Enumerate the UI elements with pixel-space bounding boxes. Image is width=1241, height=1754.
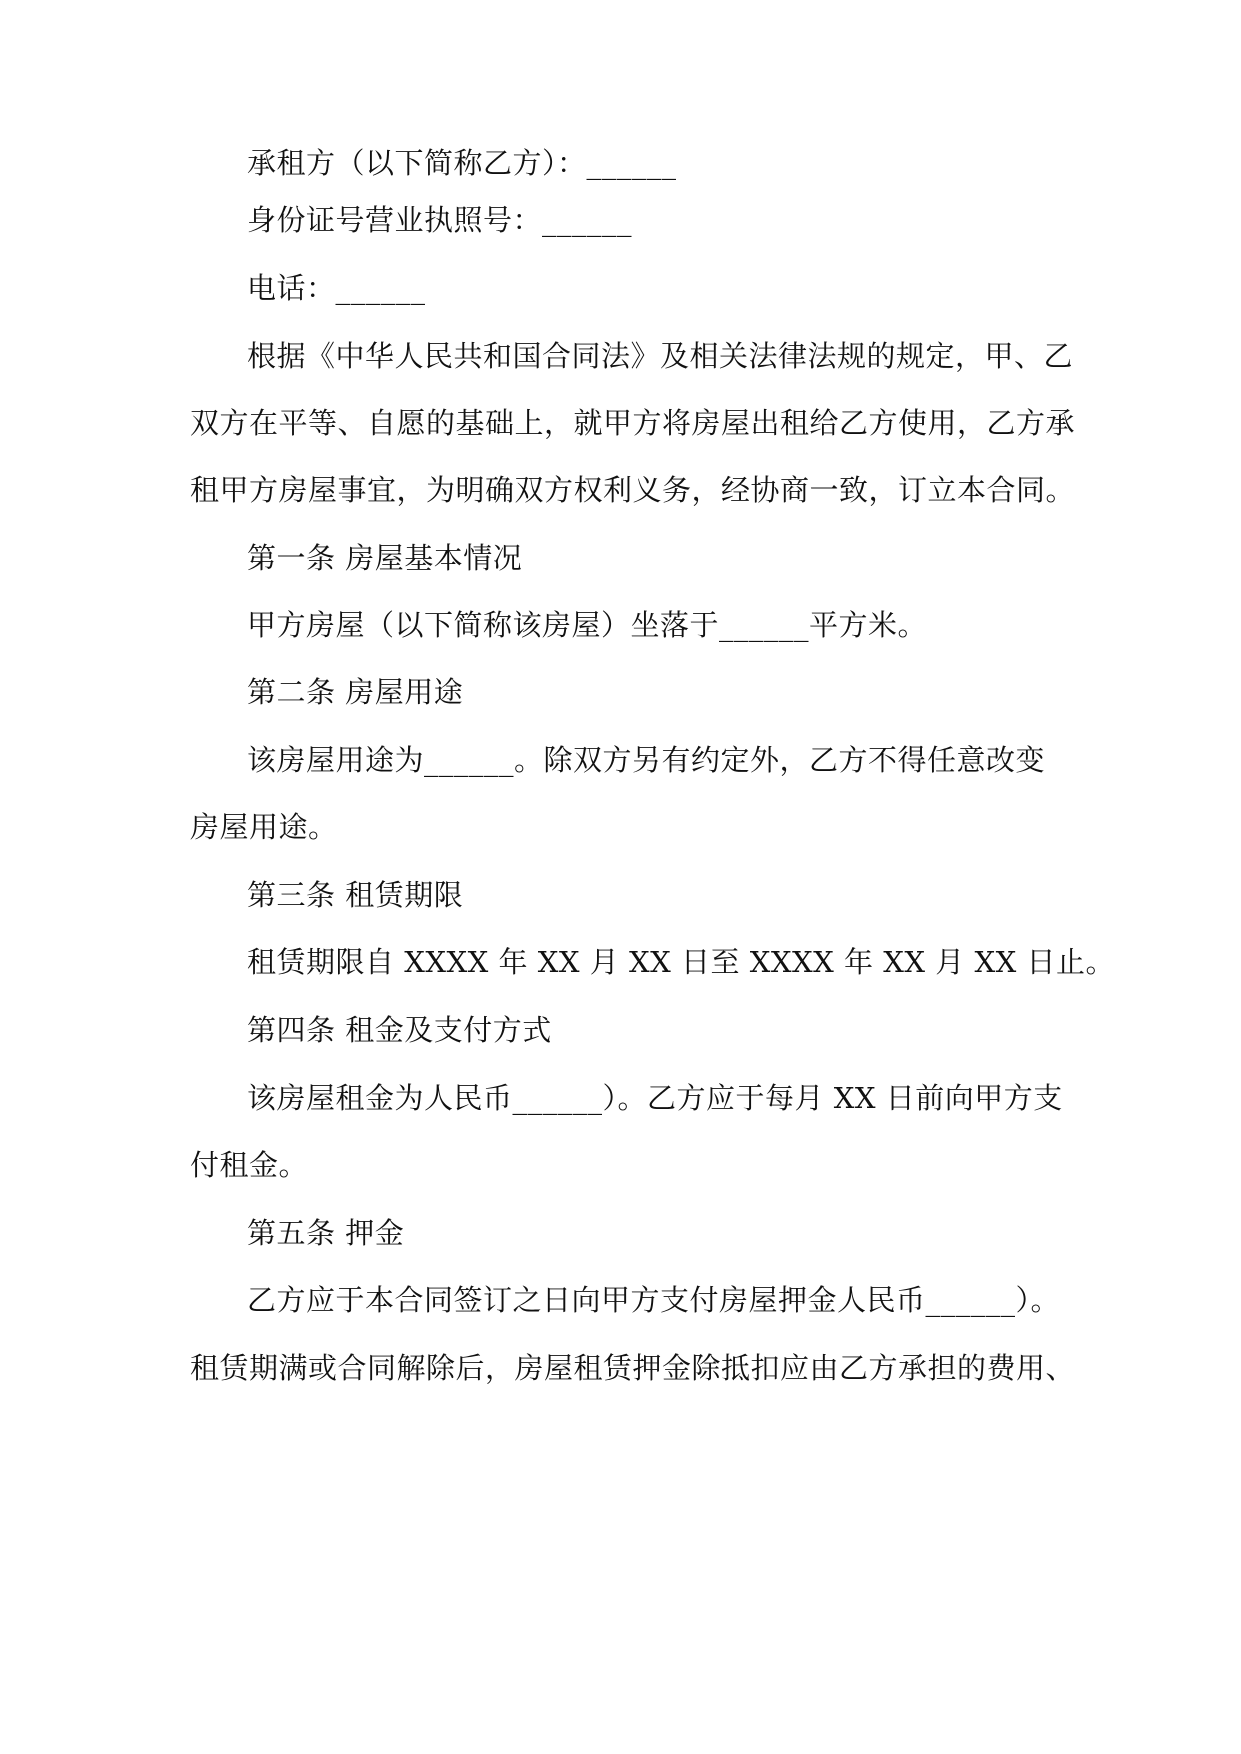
article-2-text-2: 房屋用途。: [190, 810, 338, 844]
preamble-line-1: 根据《中华人民共和国合同法》及相关法律法规的规定，甲、乙: [247, 339, 1074, 373]
article-1-text: 甲方房屋（以下简称该房屋）坐落于______平方米。: [247, 608, 928, 642]
article-3-heading: 第三条 租赁期限: [247, 878, 464, 912]
article-4-text-1: 该房屋租金为人民币______）。乙方应于每月 XX 日前向甲方支: [247, 1081, 1063, 1115]
preamble-line-3: 租甲方房屋事宜，为明确双方权利义务，经协商一致，订立本合同。: [190, 473, 1076, 507]
tenant-line: 承租方（以下简称乙方）：______: [247, 146, 677, 180]
article-5-heading: 第五条 押金: [247, 1216, 405, 1250]
article-4-text-2: 付租金。: [190, 1148, 309, 1182]
preamble-line-2: 双方在平等、自愿的基础上，就甲方将房屋出租给乙方使用，乙方承: [190, 406, 1076, 440]
article-1-heading: 第一条 房屋基本情况: [247, 541, 523, 575]
id-license-line: 身份证号营业执照号：______: [247, 203, 633, 237]
article-3-text: 租赁期限自 XXXX 年 XX 月 XX 日至 XXXX 年 XX 月 XX 日止。: [247, 945, 1115, 979]
article-5-text-2: 租赁期满或合同解除后，房屋租赁押金除抵扣应由乙方承担的费用、: [190, 1351, 1076, 1385]
article-4-heading: 第四条 租金及支付方式: [247, 1013, 552, 1047]
article-2-text-1: 该房屋用途为______。除双方另有约定外，乙方不得任意改变: [247, 743, 1046, 777]
article-2-heading: 第二条 房屋用途: [247, 675, 464, 709]
phone-line: 电话：______: [247, 271, 426, 305]
article-5-text-1: 乙方应于本合同签订之日向甲方支付房屋押金人民币______）。: [247, 1283, 1061, 1317]
